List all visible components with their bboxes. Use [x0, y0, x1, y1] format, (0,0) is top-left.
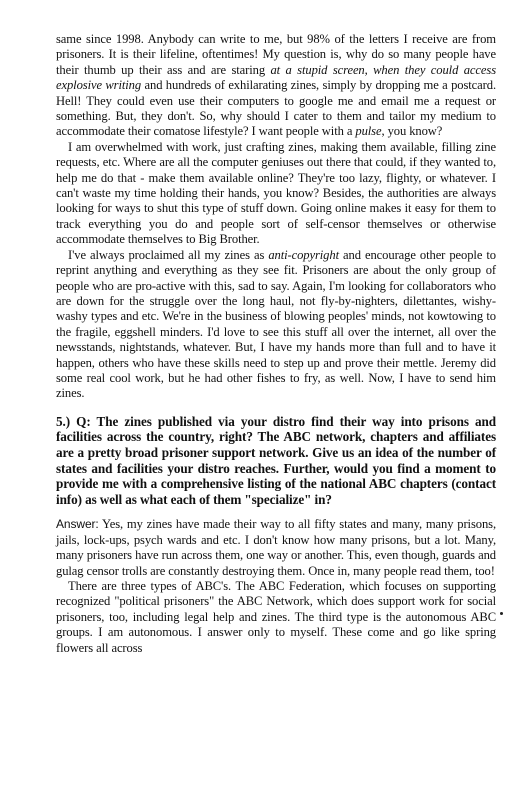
paragraph-1-italic-a: at a stupid screen, when they could access explosive writing — [56, 62, 496, 93]
scan-speck — [500, 612, 503, 615]
paragraph-3-text-b: and encourage other people to reprint anything and everything as they see fit. Prisoners are about the only group of people who are pro-active with this, sad to say. Again, I'm looking for collaborators who are down for the struggle over the long haul, not fly-by-nighters, dilettantes, wishy-washy types and etc. We're in the business of blowing peoples' minds, not kowtowing to the fragile, eggshell minders. I'd love to see this stuff all over the internet, all over the newsstands, nightstands, whatever. But, I have my hands more than full and to have it happen, others who have these skills need to step up and prove their mettle. Jeremy did some real cool work, but he had other fishes to fry, as well. Now, I have to send him zines. — [56, 247, 496, 401]
interview-question: 5.) Q: The zines published via your distro find their way into prisons and facilities across the country, right? The ABC network, chapters and affiliates are a pretty broad prisoner support network. Give us an idea of the number of states and facilities your distro reaches. Further, would you find a moment to provide me with a comprehensive listing of the national ABC chapters (contact info) as well as what each of them "specialize" in? — [56, 413, 496, 507]
body-text — [56, 32, 496, 656]
paragraph-1-italic-b: pulse — [355, 124, 382, 139]
paragraph-1-text-c: , you know? — [381, 124, 443, 139]
paragraph-2: I am overwhelmed with work, just crafting zines, making them available, filling zine requests, etc. Where are all the computer geniuses out there that could, if they wanted to, help me do that - make them available online? They're too lazy, flighty, or whatever. I can't waste my time holding their hands, you know? Besides, the authorities are always looking for ways to shut this type of stuff down. Going online makes it easy for them to track everything you do and people sort of self-censor themselves or otherwise accommodate themselves to Big Brother. — [56, 139, 496, 247]
paragraph-3 — [56, 248, 496, 402]
paragraph-5: There are three types of ABC's. The ABC Federation, which focuses on supporting recognized "political prisoners" the ABC Network, which does support work for social prisoners, too, including legal help and zines. The third type is the autonomous ABC groups. I am autonomous. I answer only to myself. These come and go like spring flowers all across — [56, 578, 496, 655]
paragraph-3-italic: anti-copyright — [268, 247, 339, 262]
answer-paragraph — [56, 517, 496, 579]
paragraph-1-text-b: and hundreds of exhilarating zines, simply by dropping me a postcard. Hell! They could even use their computers to google me and email me a request or something. But, they don't. So, why should I cater to them and tailor my medium to accommodate their comatose lifestyle? I want people with a — [56, 78, 496, 139]
paragraph-3-text-a: I've always proclaimed all my zines as — [68, 247, 269, 262]
paragraph-1 — [56, 32, 496, 140]
answer-text: Yes, my zines have made their way to all fifty states and many, many prisons, jails, lock-ups, psych wards and etc. I don't know how many prisons, but a lot. Many, many prisoners have run across them, one way or another. This, even though, guards and gulag censor trolls are constantly destroying them. Once in, many people read them, too! — [56, 517, 496, 578]
answer-label: Answer: — [56, 517, 99, 532]
paragraph-1-text-a: same since 1998. Anybody can write to me, but 98% of the letters I receive are from prisoners. It is their lifeline, oftentimes! My question is, why do so many people have their thumb up their ass and are staring — [56, 32, 496, 77]
